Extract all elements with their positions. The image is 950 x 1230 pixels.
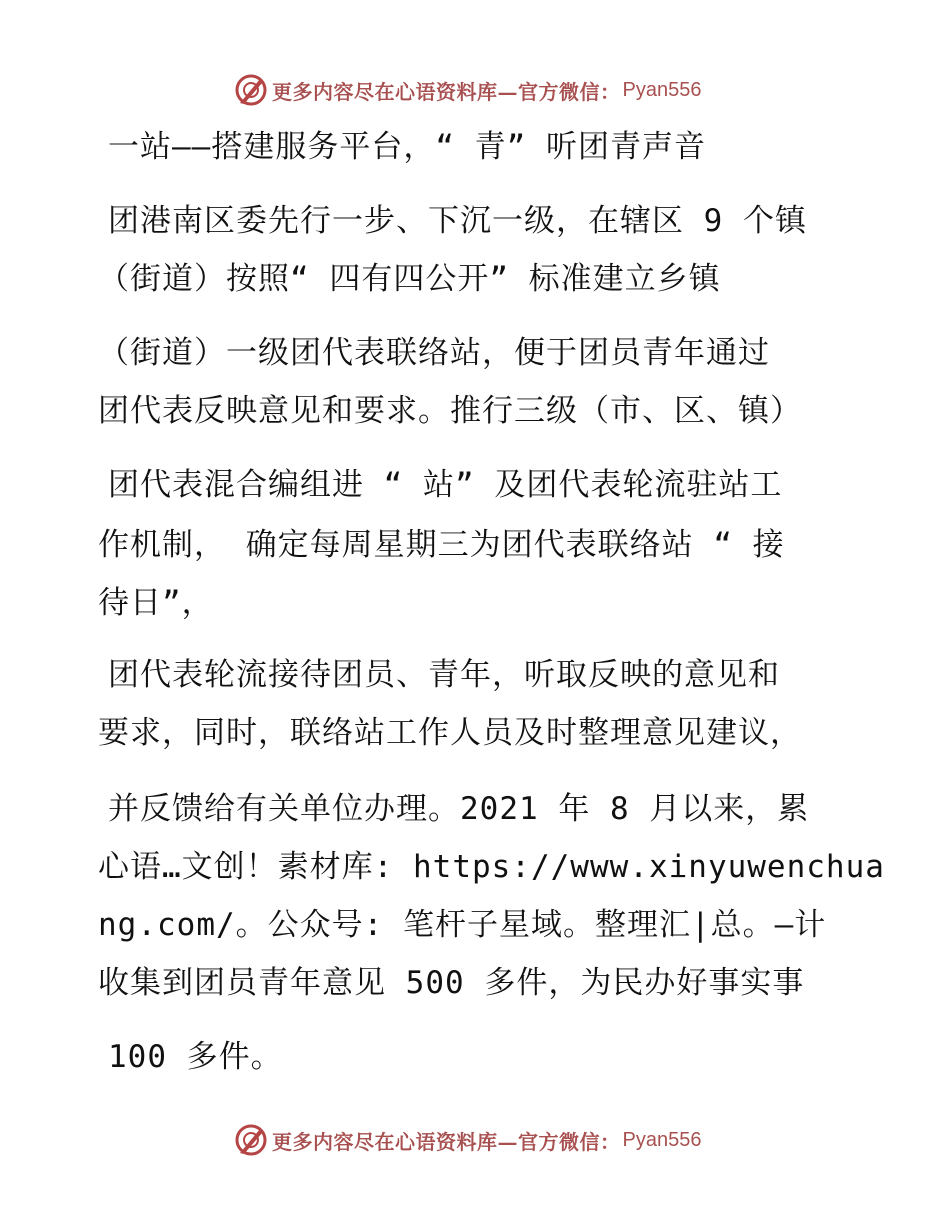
footer-banner — [234, 1120, 701, 1160]
footer-banner-contact: Pyan556 — [622, 1128, 702, 1151]
header-banner — [234, 70, 701, 110]
quill-logo-icon — [234, 73, 268, 107]
text-line: 收集到团员青年意见 500 多件，为民办好事实事 — [98, 965, 805, 1001]
footer-banner-text: 更多内容尽在心语资料库—官方微信： — [272, 1129, 621, 1154]
text-line: 100 多件。 — [108, 1039, 283, 1075]
text-line: 作机制， 确定每周星期三为团代表联络站 “ 接 — [98, 527, 785, 563]
text-line: （街道）一级团代表联络站，便于团员青年通过 — [98, 335, 770, 371]
header-banner-contact: Pyan556 — [622, 78, 702, 101]
text-line: 团代表反映意见和要求。推行三级（市、区、镇） — [98, 393, 802, 429]
text-line: 并反馈给有关单位办理。2021 年 8 月以来，累 — [108, 791, 810, 827]
quill-logo-icon — [234, 1123, 268, 1157]
text-line: 团代表混合编组进 “ 站” 及团代表轮流驻站工 — [108, 467, 783, 503]
text-line: （街道）按照“ 四有四公开” 标准建立乡镇 — [98, 261, 721, 297]
text-line: 要求，同时，联络站工作人员及时整理意见建议， — [98, 715, 802, 751]
text-line: 团代表轮流接待团员、青年，听取反映的意见和 — [108, 657, 780, 693]
text-line: 一站——搭建服务平台，“ 青” 听团青声音 — [108, 129, 706, 165]
header-banner-text: 更多内容尽在心语资料库—官方微信： — [272, 79, 621, 104]
text-line: 心语…文创！素材库: https://www.xinyuwenchua — [98, 849, 885, 885]
text-line: 待日”， — [98, 585, 214, 621]
text-line: ng.com/。公众号: 笔杆子星域。整理汇|总。—计 — [98, 907, 827, 943]
text-line: 团港南区委先行一步、下沉一级，在辖区 9 个镇 — [108, 203, 807, 239]
